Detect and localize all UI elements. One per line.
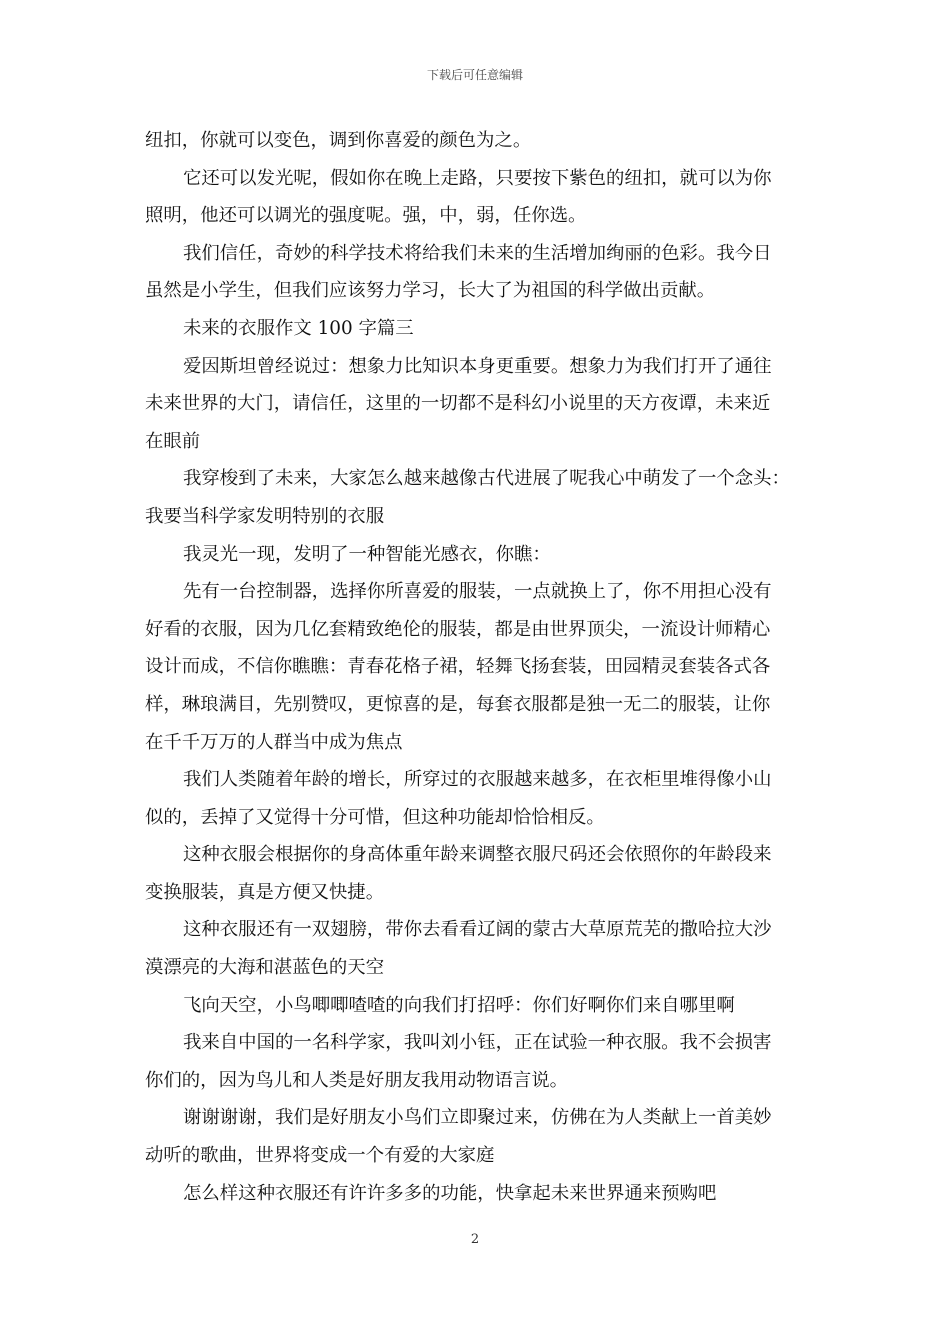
paragraph-start-line: 飞向天空，小鸟唧唧喳喳的向我们打招呼：你们好啊你们来自哪里啊 <box>183 994 735 1016</box>
paragraph-start-line: 我们信任，奇妙的科学技术将给我们未来的生活增加绚丽的色彩。我今日 <box>183 242 772 264</box>
page-header: 下载后可任意编辑 <box>426 68 523 82</box>
paragraph-start-line: 这种衣服还有一双翅膀，带你去看看辽阔的蒙古大草原荒芜的撒哈拉大沙 <box>183 919 772 941</box>
paragraph-start-line: 怎么样这种衣服还有许许多多的功能，快拿起未来世界通来预购吧 <box>183 1182 717 1204</box>
text-line: 我要当科学家发明特别的衣服 <box>145 505 385 527</box>
text-line: 样，琳琅满目，先别赞叹，更惊喜的是，每套衣服都是独一无二的服装，让你 <box>145 693 771 715</box>
text-line: 设计而成，不信你瞧瞧：青春花格子裙，轻舞飞扬套装，田园精灵套装各式各 <box>145 656 771 678</box>
text-line: 纽扣，你就可以变色，调到你喜爱的颜色为之。 <box>145 130 532 151</box>
text-line: 照明，他还可以调光的强度呢。强，中，弱，任你选。 <box>145 205 587 227</box>
paragraph-start-line: 爱因斯坦曾经说过：想象力比知识本身更重要。想象力为我们打开了通往 <box>183 355 772 377</box>
text-line: 虽然是小学生，但我们应该努力学习，长大了为祖国的科学做出贡献。 <box>145 280 716 302</box>
paragraph-start-line: 我们人类随着年龄的增长，所穿过的衣服越来越多，在衣柜里堆得像小山 <box>183 769 772 791</box>
paragraph-start-line: 我穿梭到了未来，大家怎么越来越像古代进展了呢我心中萌发了一个念头： <box>183 468 790 490</box>
paragraph-start-line: 它还可以发光呢，假如你在晚上走路，只要按下紫色的纽扣，就可以为你 <box>183 167 772 189</box>
text-line: 未来世界的大门，请信任，这里的一切都不是科幻小说里的天方夜谭，未来近 <box>145 393 771 415</box>
paragraph-start-line: 我灵光一现，发明了一种智能光感衣，你瞧： <box>183 543 551 565</box>
text-line: 在千千万万的人群当中成为焦点 <box>145 731 403 753</box>
text-line: 好看的衣服，因为几亿套精致绝伦的服装，都是由世界顶尖，一流设计师精心 <box>145 618 771 640</box>
paragraph-start-line: 谢谢谢谢，我们是好朋友小鸟们立即聚过来，仿佛在为人类献上一首美妙 <box>183 1107 772 1129</box>
text-line: 似的，丢掉了又觉得十分可惜，但这种功能却恰恰相反。 <box>145 806 605 828</box>
text-line: 变换服装，真是方便又快捷。 <box>145 881 385 903</box>
document-body <box>145 122 813 1212</box>
text-line: 动听的歌曲，世界将变成一个有爱的大家庭 <box>145 1145 495 1167</box>
text-line: 你们的，因为鸟儿和人类是好朋友我用动物语言说。 <box>145 1069 568 1091</box>
paragraph-start-line: 我来自中国的一名科学家，我叫刘小钰，正在试验一种衣服。我不会损害 <box>183 1032 772 1054</box>
page-number: 2 <box>470 1232 480 1247</box>
text-line: 在眼前 <box>145 430 201 452</box>
paragraph-start-line: 先有一台控制器，选择你所喜爱的服装，一点就换上了，你不用担心没有 <box>183 581 772 603</box>
paragraph-start-line: 这种衣服会根据你的身高体重年龄来调整衣服尺码还会依照你的年龄段来 <box>183 844 772 866</box>
text-line: 漠漂亮的大海和湛蓝色的天空 <box>145 957 385 979</box>
section-heading: 未来的衣服作文 100 字篇三 <box>183 317 414 339</box>
